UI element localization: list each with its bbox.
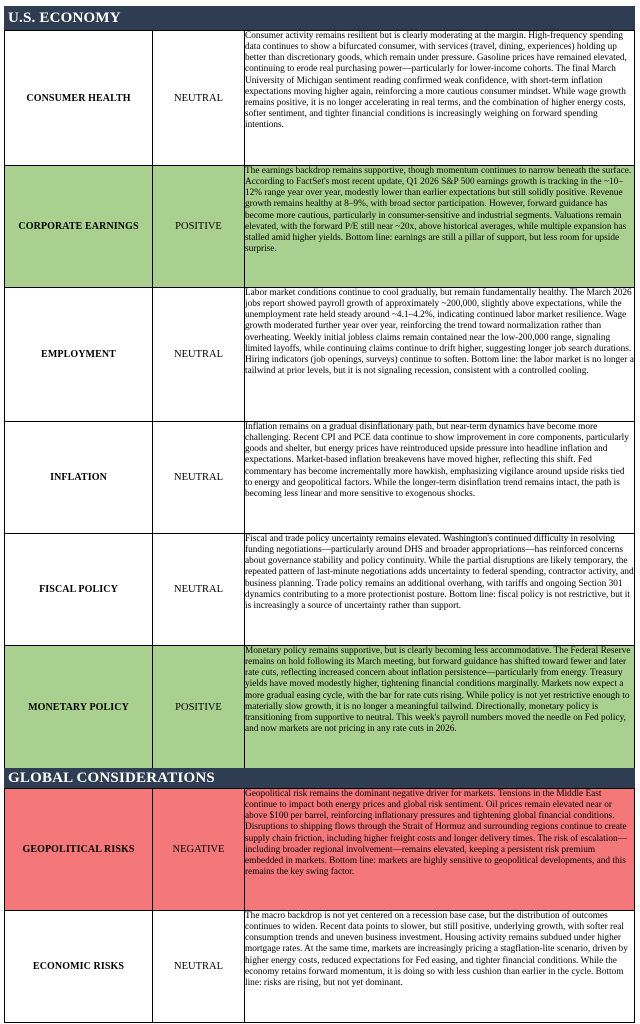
- row-topic: INFLATION: [5, 422, 153, 534]
- global-considerations-table: [4, 788, 635, 1023]
- row-topic: GEOPOLITICAL RISKS: [5, 789, 153, 911]
- table-row-consumer-health: [5, 31, 635, 166]
- us-economy-table: [4, 30, 635, 769]
- row-detail: The earnings backdrop remains supportive, though momentum continues to narrow beneath the surface. According to FactSet's most recent update, Q1 2026 S&P 500 earnings growth is tracking in the ~10–12% range year over year, modestly lower than earlier expectations but still solidly positive. Revenue growth remains healthy at 8–9%, with broad sector participation. However, forward guidance has become more cautious, particularly in consumer-sensitive and industrial segments. Valuations remain elevated, with the forward P/E still near ~20x, above historical averages, while multiple expansion has stalled amid higher yields. Bottom line: earnings are still a pillar of support, but less room for upside surprise.: [245, 166, 635, 288]
- row-stance: NEUTRAL: [153, 534, 245, 646]
- row-topic: MONETARY POLICY: [5, 646, 153, 769]
- row-detail: Monetary policy remains supportive, but is clearly becoming less accommodative. The Federal Reserve remains on hold following its March meeting, but forward guidance has shifted toward fewer and later rate cuts, reflecting increased concern about inflation persistence—particularly from energy. Treasury yields have moved modestly higher, tightening financial conditions marginally. Markets now expect a more gradual easing cycle, with the bar for rate cuts rising. While policy is not yet restrictive enough to materially slow growth, it is no longer a meaningful tailwind. Directionally, monetary policy is transitioning from supportive to neutral. This week's payroll numbers moved the needle on Fed policy, and now markets are not pricing in any rate cuts in 2026.: [245, 646, 635, 769]
- row-stance: POSITIVE: [153, 166, 245, 288]
- row-detail: Inflation remains on a gradual disinflationary path, but near-term dynamics have become more challenging. Recent CPI and PCE data continue to show improvement in core components, particularly goods and shelter, but energy prices have reintroduced upside pressure into headline inflation and expectations. Market-based inflation breakevens have moved higher, reflecting this shift. Fed commentary has become incrementally more hawkish, emphasizing vigilance around upside risks tied to energy and geopolitical factors. While the longer-term disinflation trend remains intact, the path is becoming less linear and more sensitive to exogenous shocks.: [245, 422, 635, 534]
- table-row-fiscal-policy: [5, 534, 635, 646]
- row-topic: EMPLOYMENT: [5, 288, 153, 422]
- table-row-corporate-earnings: [5, 166, 635, 288]
- section-header-global-considerations: GLOBAL CONSIDERATIONS: [4, 768, 635, 788]
- table-row-monetary-policy: [5, 646, 635, 769]
- row-topic: FISCAL POLICY: [5, 534, 153, 646]
- row-stance: NEUTRAL: [153, 422, 245, 534]
- row-detail: Consumer activity remains resilient but is clearly moderating at the margin. High-frequency spending data continues to show a bifurcated consumer, with services (travel, dining, experiences) holding up better than discretionary goods, which remain under pressure. Gasoline prices have remained elevated, continuing to erode real purchasing power—particularly for lower-income cohorts. The final March University of Michigan sentiment reading confirmed weak confidence, with short-term inflation expectations moving higher again, reinforcing a more cautious consumer mindset. While wage growth remains positive, it is no longer accelerating in real terms, and the combination of higher energy costs, softer sentiment, and tighter financial conditions is increasingly weighing on forward spending intentions.: [245, 31, 635, 166]
- row-stance: NEUTRAL: [153, 31, 245, 166]
- row-stance: POSITIVE: [153, 646, 245, 769]
- row-detail: Labor market conditions continue to cool gradually, but remain fundamentally healthy. The March 2026 jobs report showed payroll growth of approximately ~200,000, slightly above expectations, while the unemployment rate held steady around ~4.1–4.2%, indicating continued labor market resilience. Wage growth moderated further year over year, reinforcing the trend toward normalization rather than overheating. Weekly initial jobless claims remain contained near the low-200,000 range, signaling limited layoffs, while continuing claims continue to drift higher, suggesting longer job search durations. Hiring indicators (job openings, surveys) continue to soften. Bottom line: the labor market is no longer a tailwind at prior levels, but it is not signaling recession, consistent with a controlled cooling.: [245, 288, 635, 422]
- row-topic: CORPORATE EARNINGS: [5, 166, 153, 288]
- table-row-inflation: [5, 422, 635, 534]
- table-row-geopolitical-risks: [5, 789, 635, 911]
- row-stance: NEUTRAL: [153, 911, 245, 1023]
- table-row-economic-risks: [5, 911, 635, 1023]
- row-detail: Geopolitical risk remains the dominant negative driver for markets. Tensions in the Middle East continue to impact both energy prices and global risk sentiment. Oil prices remain elevated near or above $100 per barrel, reinforcing inflationary pressures and tightening global financial conditions. Disruptions to shipping flows through the Strait of Hormuz and surrounding regions continue to create supply chain friction, including higher freight costs and longer delivery times. The risk of escalation—including broader regional involvement—remains elevated, keeping a persistent risk premium embedded in markets. Bottom line: markets are highly sensitive to geopolitical developments, and this remains the key swing factor.: [245, 789, 635, 911]
- row-detail: The macro backdrop is not yet centered on a recession base case, but the distribution of outcomes continues to widen. Recent data points to slower, but still positive, underlying growth, with softer real consumption trends and uneven business investment. Housing activity remains subdued under higher mortgage rates. At the same time, markets are increasingly pricing a stagflation-lite scenario, driven by higher energy costs, reduced expectations for Fed easing, and tighter financial conditions. While the economy retains forward momentum, it is doing so with less cushion than earlier in the cycle. Bottom line: risks are rising, but not yet dominant.: [245, 911, 635, 1023]
- row-detail: Fiscal and trade policy uncertainty remains elevated. Washington's continued difficulty in resolving funding negotiations—particularly around DHS and broader appropriations—has reinforced concerns about governance stability and policy continuity. While the partial disruptions are likely temporary, the repeated pattern of last-minute negotiations adds uncertainty to federal spending, contractor activity, and business planning. Trade policy remains an additional overhang, with tariffs and ongoing Section 301 dynamics contributing to a more protectionist posture. Bottom line: fiscal policy is not restrictive, but it is increasingly a source of uncertainty rather than support.: [245, 534, 635, 646]
- section-header-us-economy: U.S. ECONOMY: [4, 6, 635, 30]
- table-row-employment: [5, 288, 635, 422]
- row-topic: ECONOMIC RISKS: [5, 911, 153, 1023]
- row-stance: NEUTRAL: [153, 288, 245, 422]
- row-stance: NEGATIVE: [153, 789, 245, 911]
- row-topic: CONSUMER HEALTH: [5, 31, 153, 166]
